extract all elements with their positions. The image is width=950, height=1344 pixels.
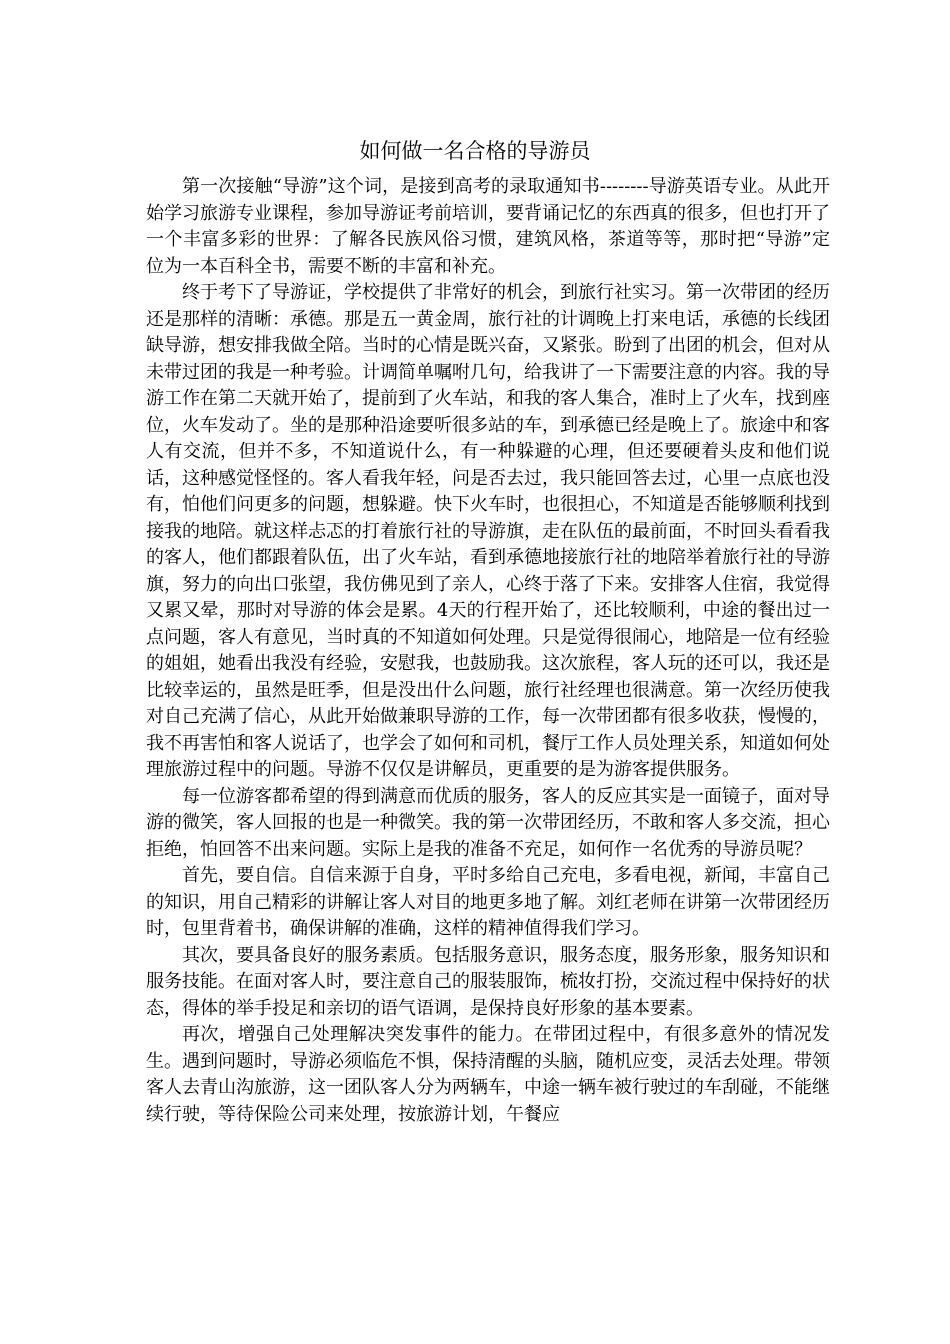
paragraph-first-contact: 第一次接触“导游”这个词，是接到高考的录取通知书--------导游英语专业。从此开始学习旅游专业课程，参加导游证考前培训，要背诵记忆的东西真的很多，但也打开了一个丰富多彩的世界：了解各民族风俗习惯，建筑风格，茶道等等，那时把“导游”定位为一本百科全书，需要不断的丰富和补充。 bbox=[146, 176, 830, 277]
document-title: 如何做一名合格的导游员 bbox=[359, 139, 591, 163]
paragraph-quality-service: 每一位游客都希望的得到满意而优质的服务，客人的反应其实是一面镜子，面对导游的微笑，客人回报的也是一种微笑。我的第一次带团经历，不敢和客人多交流，担心拒绝，怕回答不出来问题。实际上是我的准备不充足，如何作一名优秀的导游员呢？ bbox=[146, 785, 830, 860]
paragraph-confidence: 首先，要自信。自信来源于自身，平时多给自己充电，多看电视，新闻，丰富自己的知识，用自己精彩的讲解让客人对目的地更多地了解。刘红老师在讲第一次带团经历时，包里背着书，确保讲解的准确，这样的精神值得我们学习。 bbox=[146, 865, 830, 939]
document-body bbox=[146, 174, 830, 1128]
paragraph-first-tour: 终于考下了导游证，学校提供了非常好的机会，到旅行社实习。第一次带团的经历还是那样的清晰：承德。那是五一黄金周，旅行社的计调晚上打来电话，承德的长线团缺导游，想安排我做全陪。当时的心情是既兴奋，又紧张。盼到了出团的机会，但对从未带过团的我是一种考验。计调简单嘱咐几句，给我讲了一下需要注意的内容。我的导游工作在第二天就开始了，提前到了火车站，和我的客人集合，准时上了火车，找到座位，火车发动了。坐的是那种沿途要听很多站的车，到承德已经是晚上了。旅途中和客人有交流，但并不多，不知道说什么，有一种躲避的心理，但还要硬着头皮和他们说话，这种感觉怪怪的。客人看我年轻，问是否去过，我只能回答去过，心里一点底也没有，怕他们问更多的问题，想躲避。快下火车时，也很担心，不知道是否能够顺利找到接我的地陪。就这样忐忑的打着旅行社的导游旗，走在队伍的最前面，不时回头看看我的客人，他们都跟着队伍，出了火车站，看到承德地接旅行社的地陪举着旅行社的导游旗，努力的向出口张望，我仿佛见到了亲人，心终于落了下来。安排客人住宿，我觉得又累又晕，那时对导游的体会是累。4天的行程开始了，还比较顺利，中途的餐出过一点问题，客人有意见，当时真的不知道如何处理。只是觉得很闹心，地陪是一位有经验的姐姐，她看出我没有经验，安慰我，也鼓励我。这次旅程，客人玩的还可以，我还是比较幸运的，虽然是旺季，但是没出什么问题，旅行社经理也很满意。第一次经历使我对自己充满了信心，从此开始做兼职导游的工作，每一次带团都有很多收获，慢慢的，我不再害怕和客人说话了，也学会了如何和司机，餐厅工作人员处理关系，知道如何处理旅游过程中的问题。导游不仅仅是讲解员，更重要的是为游客提供服务。 bbox=[146, 282, 830, 780]
paragraph-emergency-handling: 再次，增强自己处理解决突发事件的能力。在带团过程中，有很多意外的情况发生。遇到问题时，导游必须临危不惧，保持清醒的头脑，随机应变，灵活去处理。带领客人去青山沟旅游，这一团队客人分为两辆车，中途一辆车被行驶过的车刮碰，不能继续行驶，等待保险公司来处理，按旅游计划，午餐应 bbox=[146, 1024, 830, 1125]
paragraph-service-quality: 其次，要具备良好的服务素质。包括服务意识，服务态度，服务形象，服务知识和服务技能。在面对客人时，要注意自己的服装服饰，梳妆打扮，交流过程中保持好的状态，得体的举手投足和亲切的语气语调，是保持良好形象的基本要素。 bbox=[146, 944, 830, 1019]
